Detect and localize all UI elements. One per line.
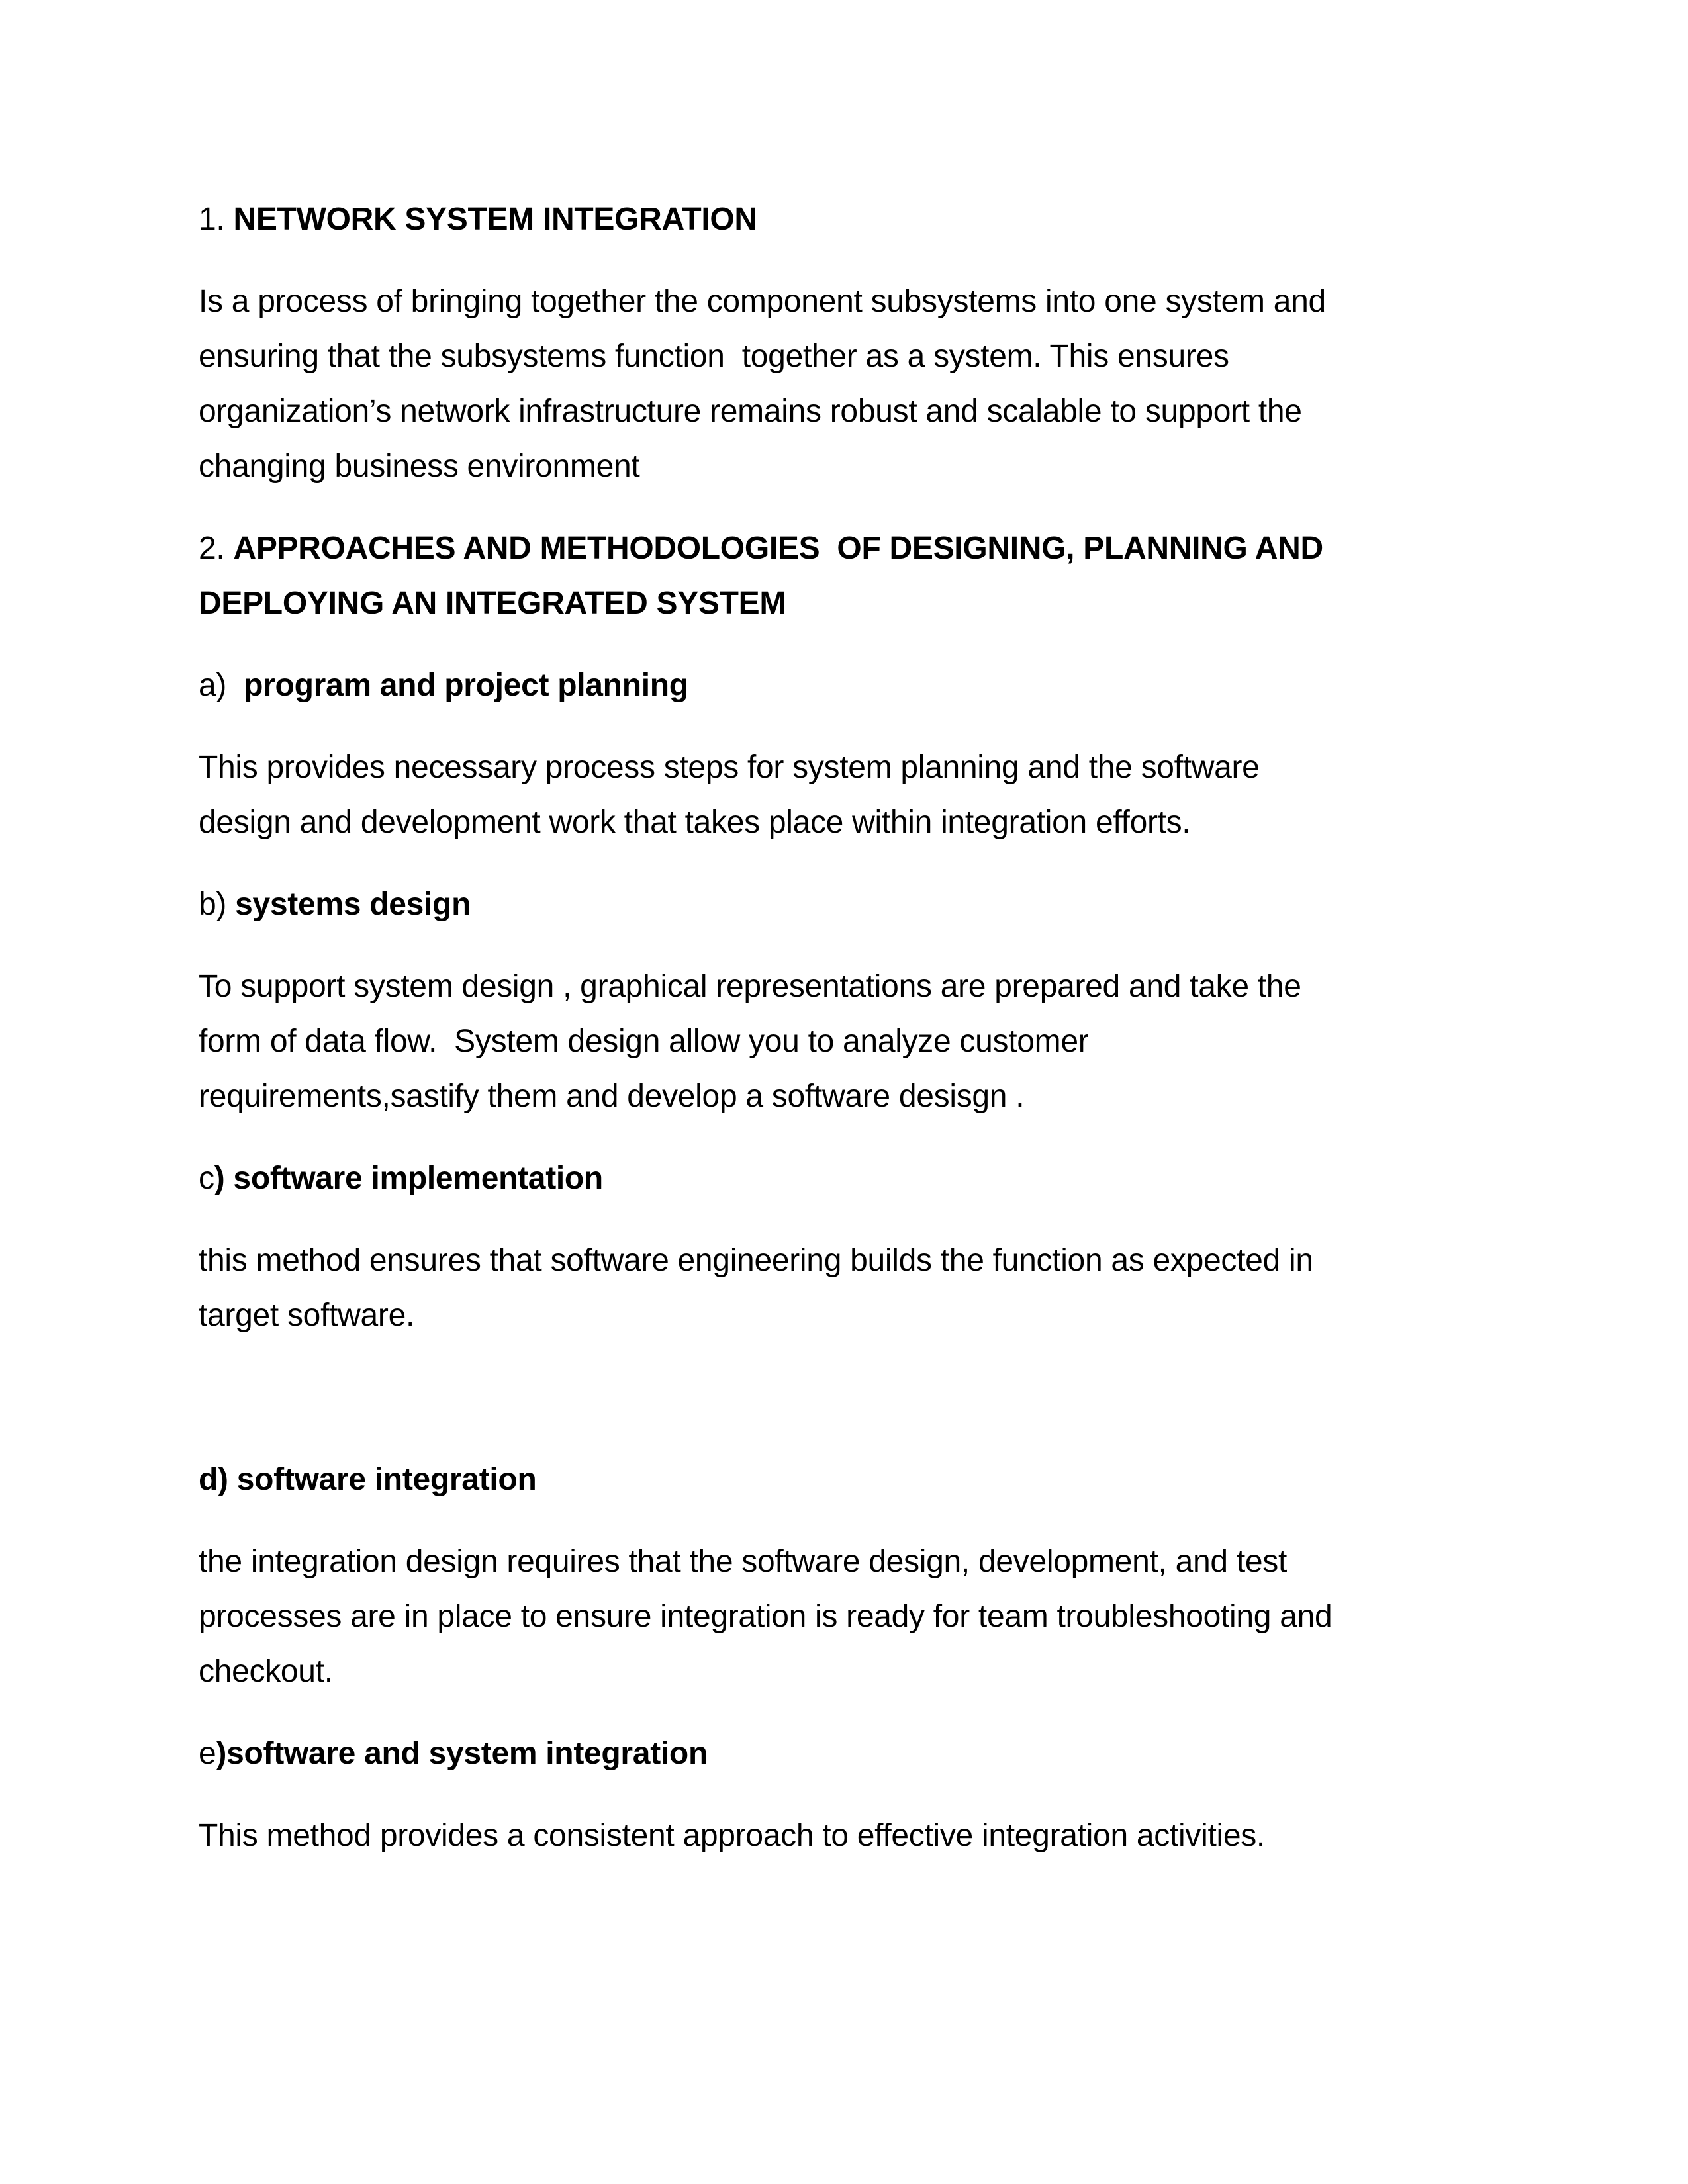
intro-paragraph: Is a process of bringing together the component subsystems into one system and ensuring that the subsystems function together as a system. This ensures organization’s network infrastructure remains robust and scalable to support the changing business environment	[199, 284, 1335, 484]
blank-paragraph	[199, 1370, 1360, 1425]
item-heading-e	[199, 1726, 1360, 1781]
heading-title: NETWORK SYSTEM INTEGRATION	[233, 202, 757, 237]
item-paragraph-c: this method ensures that software engineering builds the function as expected in target software.	[199, 1243, 1322, 1333]
heading-number: 2.	[199, 531, 234, 566]
item-paragraph-a: This provides necessary process steps for system planning and the software design and development work that takes place within integration efforts.	[199, 750, 1268, 840]
item-letter: b)	[199, 887, 236, 922]
item-title: program and project planning	[244, 668, 688, 703]
item-paragraph-b: To support system design , graphical representations are prepared and take the form of data flow. System design allow you to analyze customer requirements,sastify them and develop a software desisgn .	[199, 969, 1310, 1114]
document-content	[199, 192, 1360, 1890]
item-title: d) software integration	[199, 1462, 537, 1497]
heading-number: 1.	[199, 202, 234, 237]
item-title: ) software implementation	[214, 1161, 603, 1196]
item-title: )software and system integration	[216, 1736, 708, 1771]
item-paragraph-e: This method provides a consistent approach to effective integration activities.	[199, 1818, 1265, 1853]
item-heading-c	[199, 1151, 1360, 1206]
heading-network-system-integration	[199, 192, 1360, 247]
item-title: systems design	[235, 887, 471, 922]
item-heading-b	[199, 877, 1360, 932]
item-heading-d	[199, 1452, 1360, 1507]
item-letter: a)	[199, 668, 244, 703]
item-heading-a	[199, 658, 1360, 713]
heading-approaches-methodologies	[199, 521, 1360, 631]
item-letter: c	[199, 1161, 214, 1196]
item-paragraph-d: the integration design requires that the software design, development, and test processes are in place to ensure integration is ready for team troubleshooting and checkout.	[199, 1544, 1341, 1689]
heading-title: APPROACHES AND METHODOLOGIES OF DESIGNING, PLANNING AND DEPLOYING AN INTEGRATED SYSTEM	[199, 531, 1332, 621]
item-letter: e	[199, 1736, 216, 1771]
